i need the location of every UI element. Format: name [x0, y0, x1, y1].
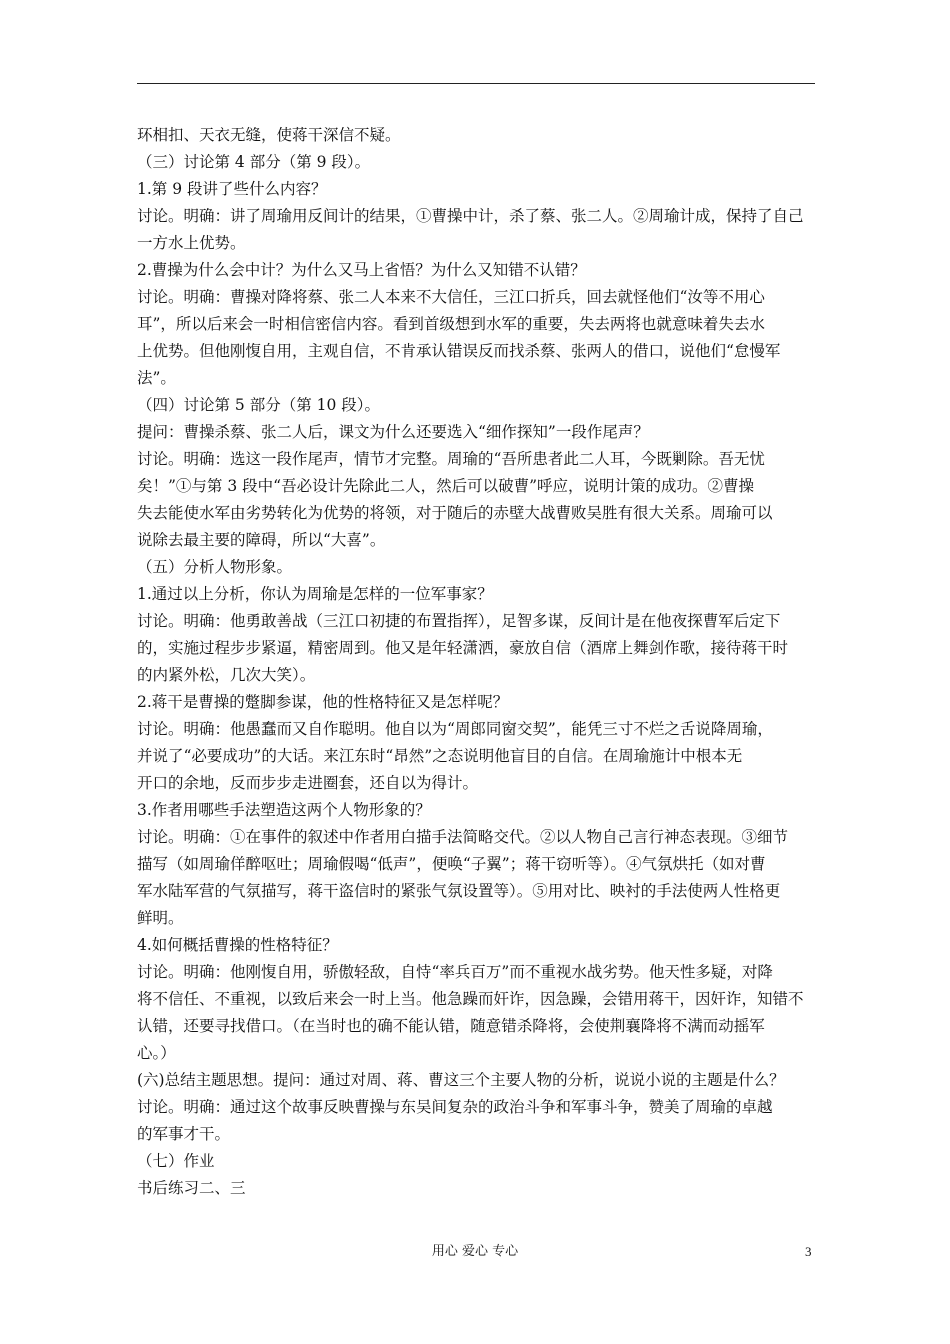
- section-heading: （五）分析人物形象。: [137, 558, 293, 576]
- text-line: 心。）: [137, 1044, 176, 1062]
- section-heading: （七）作业: [137, 1152, 215, 1170]
- text-line: 法”。: [137, 369, 176, 387]
- section-heading: (六)总结主题思想。提问：通过对周、蒋、曹这三个主要人物的分析，说说小说的主题是什么？: [137, 1071, 785, 1089]
- header-rule: [137, 83, 815, 84]
- question-line: 1.通过以上分析，你认为周瑜是怎样的一位军事家？: [137, 585, 493, 603]
- page-number: 3: [805, 1244, 812, 1259]
- text-line: 认错，还要寻找借口。（在当时也的确不能认错，随意错杀降将，会使荆襄降将不满而动摇军: [137, 1017, 765, 1035]
- text-line: 开口的余地，反而步步走进圈套，还自以为得计。: [137, 774, 479, 792]
- text-line: 讨论。明确：①在事件的叙述中作者用白描手法简略交代。②以人物自己言行神态表现。③细节: [137, 828, 789, 846]
- text-line: 矣！”①与第 3 段中“吾必设计先除此二人，然后可以破曹”呼应，说明计策的成功。②曹操: [137, 477, 754, 495]
- text-line: 鲜明。: [137, 909, 184, 927]
- text-line: 讨论。明确：他愚蠢而又自作聪明。他自以为“周郎同窗交契”，能凭三寸不烂之舌说降周瑜，: [137, 720, 773, 738]
- question-line: 3.作者用哪些手法塑造这两个人物形象的？: [137, 801, 431, 819]
- document-body: [137, 122, 817, 1202]
- question-line: 2.曹操为什么会中计？为什么又马上省悟？为什么又知错不认错？: [137, 261, 586, 279]
- text-line: 失去能使水军由劣势转化为优势的将领，对于随后的赤壁大战曹败吴胜有很大关系。周瑜可以: [137, 504, 773, 522]
- text-line: 上优势。但他刚愎自用，主观自信，不肯承认错误反而找杀蔡、张两人的借口，说他们“怠慢军: [137, 342, 781, 360]
- text-line: 环相扣、天衣无缝，使蒋干深信不疑。: [137, 126, 401, 144]
- question-line: 提问：曹操杀蔡、张二人后，课文为什么还要选入“细作探知”一段作尾声？: [137, 423, 649, 441]
- text-line: 将不信任、不重视，以致后来会一时上当。他急躁而奸诈，因急躁，会错用蒋干，因奸诈，知错不: [137, 990, 804, 1008]
- footer-slogan: 用心 爱心 专心: [431, 1244, 519, 1259]
- question-line: 2.蒋干是曹操的蹩脚参谋，他的性格特征又是怎样呢？: [137, 693, 509, 711]
- text-line: 耳”，所以后来会一时相信密信内容。看到首级想到水军的重要，失去两将也就意味着失去水: [137, 315, 765, 333]
- text-line: 讨论。明确：他刚愎自用，骄傲轻敌，自恃“率兵百万”而不重视水战劣势。他天性多疑，对降: [137, 963, 773, 981]
- question-line: 4.如何概括曹操的性格特征？: [137, 936, 338, 954]
- text-line: 讨论。明确：通过这个故事反映曹操与东吴间复杂的政治斗争和军事斗争，赞美了周瑜的卓越: [137, 1098, 773, 1116]
- text-line: 描写（如周瑜佯醉呕吐；周瑜假喝“低声”，便唤“子翼”；蒋干窃听等）。④气氛烘托（如对曹: [137, 855, 766, 873]
- text-line: 说除去最主要的障碍，所以“大喜”。: [137, 531, 386, 549]
- section-heading: （三）讨论第 4 部分（第 9 段）。: [137, 153, 371, 171]
- text-line: 讨论。明确：他勇敢善战（三江口初捷的布置指挥），足智多谋，反间计是在他夜探曹军后定下: [137, 612, 781, 630]
- text-line: 的军事才干。: [137, 1125, 231, 1143]
- text-line: 一方水上优势。: [137, 234, 246, 252]
- text-line: 讨论。明确：讲了周瑜用反间计的结果，①曹操中计，杀了蔡、张二人。②周瑜计成，保持了自己: [137, 207, 804, 225]
- text-line: 并说了“必要成功”的大话。来江东时“昂然”之态说明他盲目的自信。在周瑜施计中根本无: [137, 747, 743, 765]
- text-line: 书后练习二、三: [137, 1179, 246, 1197]
- text-line: 的，实施过程步步紧逼，精密周到。他又是年轻潇洒，豪放自信（酒席上舞剑作歌，接待蒋干时: [137, 639, 789, 657]
- text-line: 讨论。明确：选这一段作尾声，情节才完整。周瑜的“吾所患者此二人耳，今既剿除。吾无忧: [137, 450, 765, 468]
- text-line: 的内紧外松，几次大笑）。: [137, 666, 316, 684]
- section-heading: （四）讨论第 5 部分（第 10 段）。: [137, 396, 381, 414]
- question-line: 1.第 9 段讲了些什么内容？: [137, 180, 327, 198]
- text-line: 军水陆军营的气氛描写，蒋干盗信时的紧张气氛设置等）。⑤用对比、映衬的手法使两人性格更: [137, 882, 781, 900]
- text-line: 讨论。明确：曹操对降将蔡、张二人本来不大信任，三江口折兵，回去就怪他们“汝等不用心: [137, 288, 765, 306]
